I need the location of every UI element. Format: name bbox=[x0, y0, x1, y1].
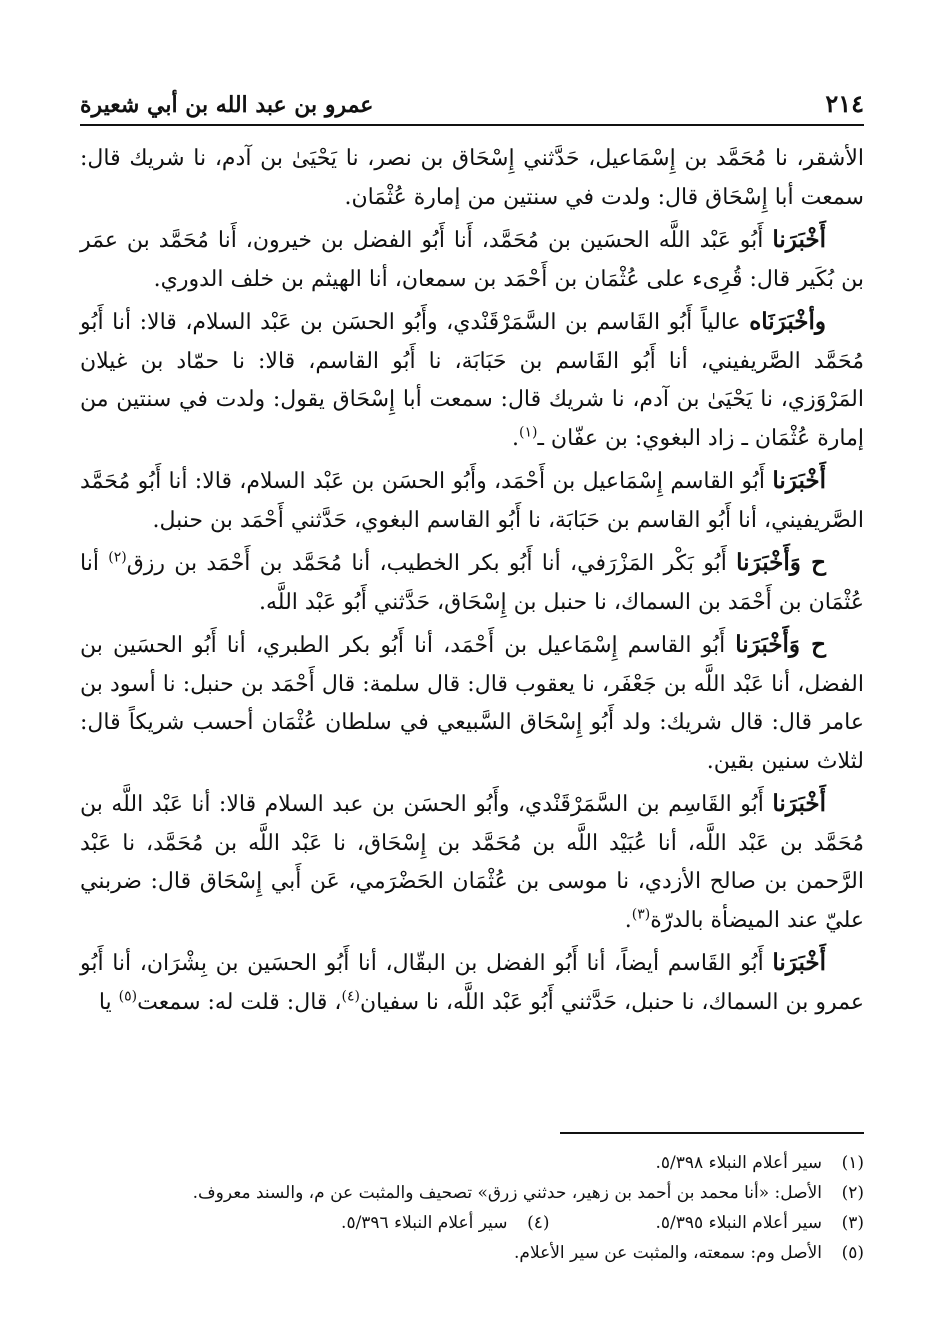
footnote-number: (٤) bbox=[527, 1213, 550, 1233]
footnote-text: سير أعلام النبلاء ٥/٣٩٥. bbox=[655, 1213, 822, 1233]
footnote-marker[interactable]: (٢) bbox=[108, 549, 127, 566]
footnote-number: (٣) bbox=[841, 1213, 864, 1233]
page-number: ٢١٤ bbox=[825, 89, 864, 118]
footnote-rule bbox=[560, 1132, 864, 1134]
paragraph-tail: . bbox=[512, 425, 519, 451]
paragraph-text: أَبُو القاسم إِسْمَاعيل بن أَحْمَد، وأَبُو الحسَن بن عَبْد السلام، قالا: أنا أَبُو مُحَمَّد الصَّريفيني، أنا أَبُو القاسم بن حَبَابَة، نا أَبُو القاسم البغوي، حَدَّثني أَحْمَد بن حنبل. bbox=[80, 469, 864, 533]
footnote bbox=[80, 1178, 864, 1208]
paragraph-text: أَبُو القَاسِم بن السَّمَرْقَنْدي، وأَبُو الحسَن بن عبد السلام قالا: أنا عَبْد اللَّه بن مُحَمَّد بن عَبْد اللَّه، أنا عُبَيْد اللَّه بن مُحَمَّد بن إِسْحَاق، نا عَبْد اللَّه بن مُحَمَّد، نا عَبْد الرَّحمن بن صالح الأزدي، نا موسى بن عُثْمَان الحَضْرَمي، عَن أَبي إِسْحَاق قال: ضربني عليّ عند الميضأة بالدرّة bbox=[80, 792, 864, 933]
paragraph-tail: أنا عُثْمَان بن أَحْمَد بن السماك، نا حنبل بن إِسْحَاق، حَدَّثني أَبُو عَبْد اللَّه. bbox=[80, 551, 864, 615]
footnote-text: الأصل وم: سمعته، والمثبت عن سير الأعلام. bbox=[514, 1243, 822, 1263]
paragraph-lead: أَخْبَرَنا bbox=[772, 467, 826, 494]
paragraph bbox=[80, 140, 864, 217]
footnote-number: (١) bbox=[841, 1153, 864, 1173]
running-title: عمرو بن عبد الله بن أبي شعيرة bbox=[80, 92, 374, 118]
paragraph-tail: يا bbox=[98, 989, 119, 1015]
paragraph-text: أَبُو عَبْد اللَّه الحسَين بن مُحَمَّد، أَنا أَبُو الفضل بن خيرون، أَنا مُحَمَّد بن عمَر بن بُكَير قال: قُرِىء على عُثْمَان بن أَحْمَد بن سمعان، أنا الهيثم بن خلف الدوري. bbox=[80, 228, 864, 292]
footnote-marker[interactable]: (١) bbox=[519, 424, 538, 441]
paragraph-text: أَبُو بَكْر المَزْرَفي، أنا أَبُو بكر الخطيب، أنا مُحَمَّد بن أَحْمَد بن رزق bbox=[126, 551, 737, 576]
footnote-marker[interactable]: (٤) bbox=[341, 988, 360, 1005]
footnote-text: سير أعلام النبلاء ٥/٣٩٨. bbox=[655, 1153, 822, 1173]
page-header bbox=[80, 78, 864, 118]
paragraph-lead: أَخْبَرَنا bbox=[772, 790, 826, 817]
paragraph bbox=[80, 626, 864, 781]
paragraph-tail: . bbox=[624, 907, 632, 933]
paragraph-text: الأشقر، نا مُحَمَّد بن إِسْمَاعيل، حَدَّثني إِسْحَاق بن نصر، نا يَحْيَىٰ بن آدم، نا شريك قال: سمعت أبا إِسْحَاق قال: ولدت في سنتين من إمارة عُثْمَان. bbox=[80, 146, 864, 210]
paragraph-text: أَبُو القاسم إِسْمَاعيل بن أَحْمَد، أنا أَبُو بكر الطبري، أنا أَبُو الحسَين بن الفضل، أنا عَبْد اللَّه بن جَعْفَر، نا يعقوب قال: قال سلمة: قال أَحْمَد بن حنبل: نا أسود بن عامر قال: قال شريك: ولد أَبُو إِسْحَاق السَّبيعي في سلطان عُثْمَان أحسب شريكاً قال: لثلاث سنين بقين. bbox=[80, 633, 864, 774]
paragraph bbox=[80, 221, 864, 299]
footnote-number: (٥) bbox=[841, 1243, 864, 1263]
paragraph-lead: وأخْبَرَنَاه bbox=[749, 308, 826, 335]
footnote-number: (٢) bbox=[841, 1183, 864, 1203]
paragraph bbox=[80, 544, 864, 622]
main-text bbox=[80, 140, 864, 1026]
footnote bbox=[80, 1238, 864, 1268]
paragraph-text: أَبُو القَاسم أيضاً، أنا أَبُو الفضل بن البقّال، أنا أَبُو الحسَين بن بِشْرَان، أنا أَبُو عمرو بن السماك، نا حنبل، حَدَّثني أَبُو عَبْد اللَّه، نا سفيان bbox=[80, 951, 864, 1015]
footnote bbox=[80, 1208, 864, 1238]
paragraph bbox=[80, 462, 864, 540]
paragraph-lead: ح وَأَخْبَرَنا bbox=[736, 549, 826, 576]
paragraph-lead: ح وَأَخْبَرَنا bbox=[735, 631, 826, 658]
paragraph bbox=[80, 944, 864, 1022]
paragraph-lead: أَخْبَرَنا bbox=[772, 226, 826, 253]
paragraph-tail: ، قال: قلت له: سمعت bbox=[137, 989, 342, 1015]
footnote-marker[interactable]: (٥) bbox=[118, 988, 138, 1005]
paragraph bbox=[80, 785, 864, 940]
paragraph bbox=[80, 303, 864, 458]
footnote-text: سير أعلام النبلاء ٥/٣٩٦. bbox=[341, 1213, 508, 1233]
footnote-text: الأصل: «أنا محمد بن أحمد بن زهير، حدثني زرق» تصحيف والمثبت عن م، والسند معروف. bbox=[192, 1183, 822, 1203]
footnote bbox=[80, 1148, 864, 1178]
paragraph-lead: أَخْبَرَنا bbox=[772, 949, 826, 976]
footnotes bbox=[80, 1148, 864, 1268]
paragraph-text: عالياً أَبُو القَاسم بن السَّمَرْقَنْدي، وأَبُو الحسَن بن عَبْد السلام، قالا: أنا أَبُو مُحَمَّد الصَّريفيني، أنا أَبُو القَاسم بن حَبَابَة، نا أَبُو القاسم، قالا: نا حمّاد بن غيلان المَرْوَزي، نا يَحْيَىٰ بن آدم، نا شريك قال: سمعت أبا إِسْحَاق يقول: ولدت في سنتين من إمارة عُثْمَان ـ زاد البغوي: بن عفّان ـ bbox=[80, 310, 864, 451]
header-rule bbox=[80, 124, 864, 126]
footnote-marker[interactable]: (٣) bbox=[631, 906, 651, 923]
